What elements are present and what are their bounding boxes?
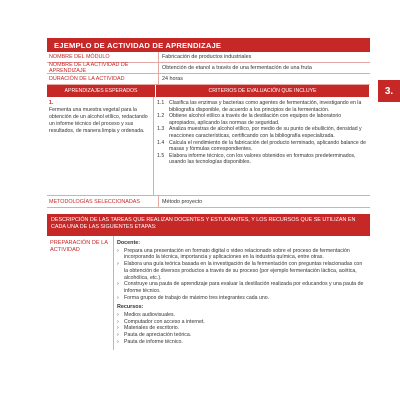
teacher-task-text: Prepara una presentación en formato digital o video relacionado sobre el proceso de fermentación incorporando la técnica, importancia y aplicaciones en la industria química, entre otras.	[124, 247, 350, 261]
duration-label: DURACIÓN DE LA ACTIVIDAD	[47, 74, 159, 84]
teacher-heading: Docente:	[117, 240, 141, 246]
page-number-tab: 3.	[378, 80, 400, 102]
criterion-number: 1.3	[157, 126, 165, 133]
criterion-number: 1.1	[157, 100, 165, 106]
expected-learning-number: 1.	[49, 100, 54, 106]
resource-text: Pauta de informe técnico.	[124, 338, 183, 345]
module-value: Fabricación de productos industriales	[162, 54, 252, 60]
teacher-task-item	[117, 281, 367, 294]
criteria-list	[154, 97, 370, 195]
criterion-item	[157, 126, 367, 139]
criterion-number: 1.4	[157, 139, 165, 146]
bullet-arrow-icon: ›	[117, 281, 119, 288]
task-description-banner: DESCRIPCIÓN DE LAS TAREAS QUE REALIZAN DOCENTES Y ESTUDIANTES, Y LOS RECURSOS QUE SE UTILIZAN EN CADA UNA DE LAS SIGUIENTES ETAPAS:	[47, 214, 370, 236]
activity-meta-table	[47, 52, 370, 85]
methodology-value: Método proyecto	[162, 198, 203, 205]
bullet-arrow-icon: ›	[117, 312, 119, 319]
bullet-arrow-icon: ›	[117, 294, 119, 301]
teacher-task-text: Forma grupos de trabajo de máximo tres integrantes cada uno.	[124, 294, 270, 301]
resource-text: Medios audiovisuales.	[124, 312, 176, 319]
learning-table-body	[47, 97, 370, 196]
bullet-arrow-icon: ›	[117, 318, 119, 325]
criterion-text: Calcula el rendimiento de la fabricación del producto terminado, aplicando balance de masas y fórmulas correspondientes.	[169, 139, 366, 153]
resource-item	[117, 339, 367, 346]
duration-value: 24 horas	[162, 76, 183, 82]
methodology-row	[47, 196, 370, 208]
learning-table-header	[47, 85, 370, 97]
criterion-item	[157, 113, 367, 126]
resource-text: Materiales de escritorio.	[124, 325, 180, 332]
resource-item	[117, 332, 367, 339]
preparation-stage	[47, 236, 370, 350]
resource-text: Computador con acceso a internet.	[124, 318, 205, 325]
criterion-number: 1.2	[157, 113, 165, 120]
activity-name-row	[47, 63, 370, 74]
activity-name-label: NOMBRE DE LA ACTIVIDAD DE APRENDIZAJE	[47, 63, 159, 73]
resource-item	[117, 312, 367, 319]
criterion-item	[157, 153, 367, 166]
criterion-text: Elabora informe técnico, con los valores obtenidos en formatos predeterminados, usando las tecnologías disponibles.	[169, 152, 356, 166]
activity-name-value: Obtención de etanol a través de una fermentación de una fruta	[162, 65, 312, 71]
resource-text: Pauta de apreciación teórica.	[124, 332, 192, 339]
evaluation-criteria-header: CRITERIOS DE EVALUACIÓN QUE INCLUYE	[156, 85, 370, 97]
resource-item	[117, 325, 367, 332]
bullet-arrow-icon: ›	[117, 247, 119, 254]
module-label: NOMBRE DEL MÓDULO	[47, 52, 159, 62]
teacher-task-text: Elabora una guía teórica basada en la investigación de la fermentación con preguntas relacionadas con la obtención de diversos productos a través de su proceso (por ejemplo fermentación láctica, acética, alcohólica, etc.).	[124, 261, 363, 281]
teacher-task-item	[117, 261, 367, 281]
expected-learning-header: APRENDIZAJES ESPERADOS	[47, 85, 156, 97]
document-title-banner: EJEMPLO DE ACTIVIDAD DE APRENDIZAJE	[47, 38, 370, 52]
stage-label: PREPARACIÓN DE LA ACTIVIDAD	[50, 240, 108, 253]
teacher-task-text: Construye una pauta de aprendizaje para evaluar la destilación realizada por educandos y una pauta de informe técnico.	[124, 281, 364, 294]
bullet-arrow-icon: ›	[117, 332, 119, 339]
stage-content	[113, 236, 370, 350]
criterion-item	[157, 140, 367, 153]
criterion-text: Analiza muestras de alcohol etílico, por medio de su punto de ebullición, densidad y reacciones características, certificando con la bibliografía especializada.	[169, 126, 362, 139]
expected-learning-cell	[47, 97, 154, 195]
activity-document	[47, 38, 370, 400]
expected-learning-text: Fermenta una muestra vegetal para la obtención de un alcohol etílico, redactando un informe técnico del proceso y sus resultados, de manera limpia y ordenada.	[49, 107, 148, 134]
criterion-text: Clasifica las enzimas y bacterias como agentes de fermentación, investigando en la bibliografía disponible, de acuerdo a los principios de la fermentación.	[169, 100, 362, 113]
resource-item	[117, 319, 367, 326]
criterion-text: Obtiene alcohol etílico a través de la destilación con equipos de laboratorio apropiados, aplicando las normas de seguridad.	[169, 113, 342, 126]
teacher-task-item	[117, 248, 367, 261]
resources-heading: Recursos:	[117, 304, 144, 311]
duration-row	[47, 74, 370, 85]
criterion-number: 1.5	[157, 152, 165, 159]
bullet-arrow-icon: ›	[117, 338, 119, 345]
teacher-task-item	[117, 295, 367, 302]
criterion-item	[157, 100, 367, 113]
methodology-label: METODOLOGÍAS SELECCIONADAS	[47, 196, 159, 207]
bullet-arrow-icon: ›	[117, 261, 119, 268]
bullet-arrow-icon: ›	[117, 325, 119, 332]
